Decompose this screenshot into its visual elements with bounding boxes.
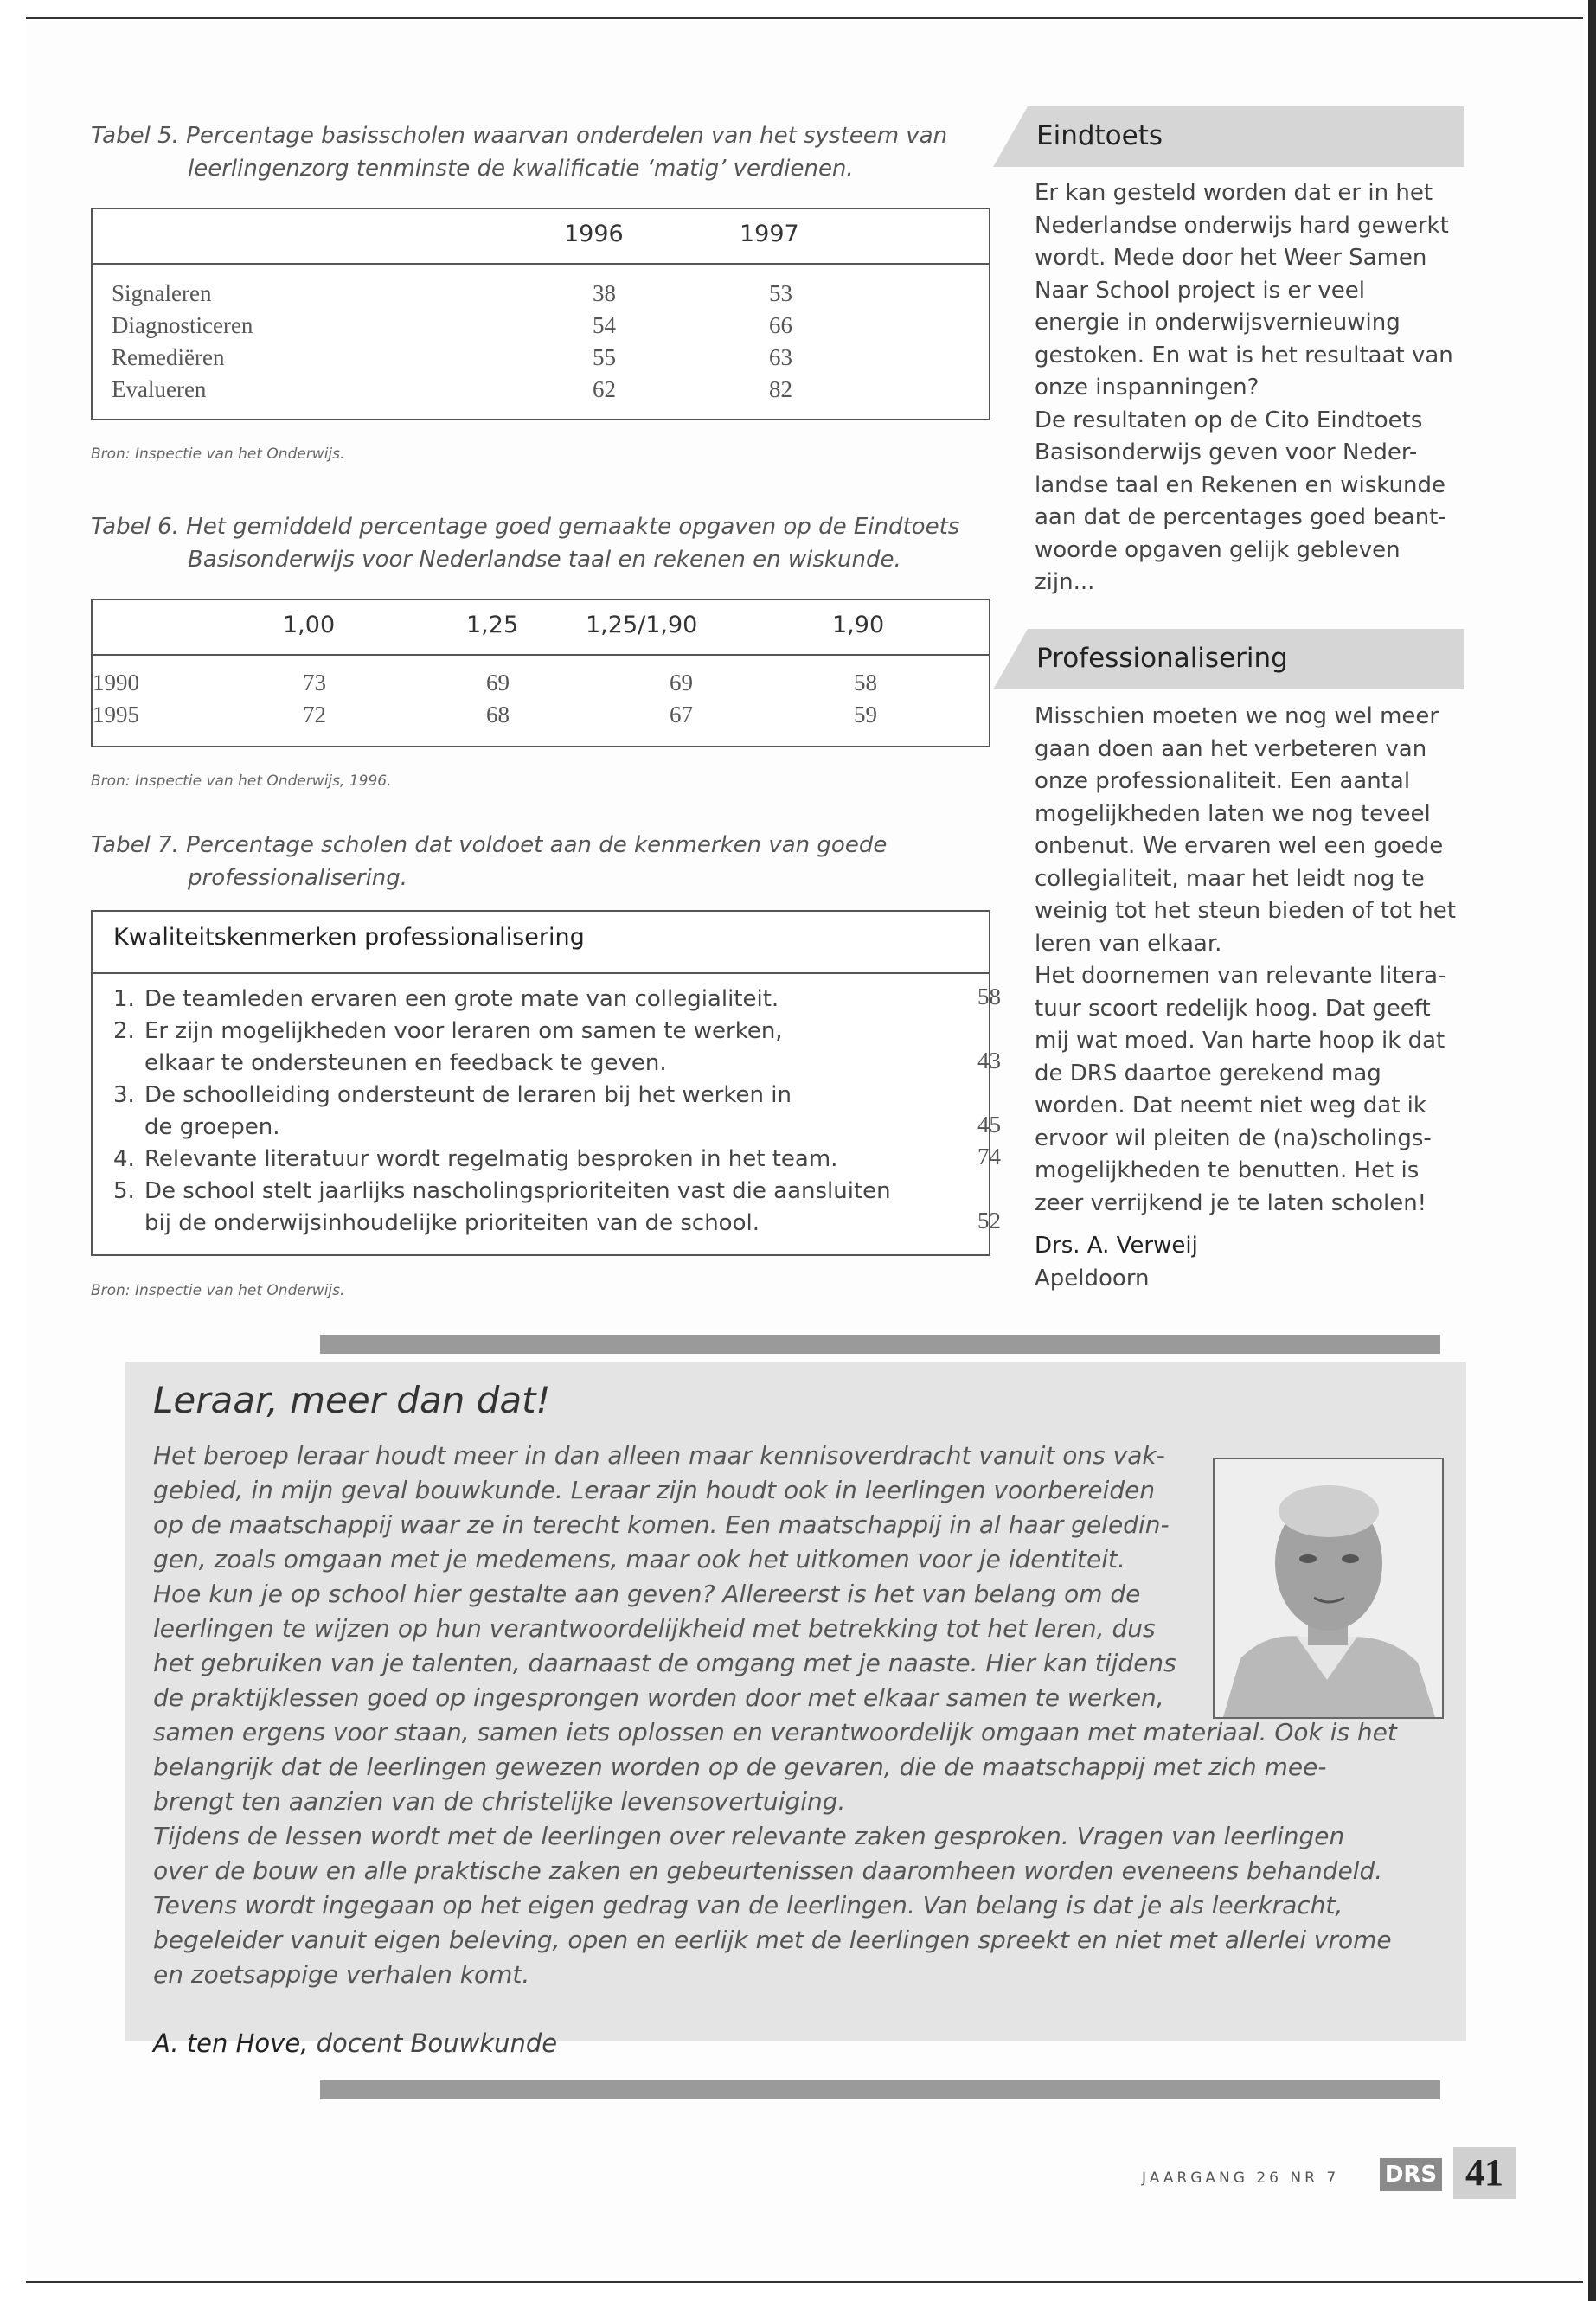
article-paragraph-1: Het beroep leraar houdt meer in dan alleen maar kennisoverdracht vanuit ons vak- gebied, in mijn geval bouwkunde. Leraar zijn houdt ook in leerlingen voorbereiden op de maatschappij waar ze in terecht komen. Een maatschappij in al haar geledin- gen, zoals omgaan met je medemens, maar ook het uitkomen voor je identiteit. Hoe kun je op school hier gestalte aan geven? Allereerst is het van belang om de leerlingen te wijzen op hun verantwoordelijkheid met betrekking tot het leren, dus het gebruiken van je talenten, daarnaast de omgang met je naaste. Hier kan tijdens de praktijklessen goed op ingesprongen worden door met elkaar samen te werken, samen ergens voor staan, samen iets oplossen en verantwoordelijk omgaan met materiaal. Ook is het belangrijk dat de leerlingen gewezen worden op de gevaren, die de maatschappij met zich mee- brengt ten aanzien van de christelijke levensovertuiging. (153, 1441, 1397, 1816)
table7-header: Kwaliteitskenmerken professionalisering (93, 912, 989, 974)
table7-source: Bron: Inspectie van het Onderwijs. (91, 1282, 345, 1299)
professionalisering-place: Apeldoorn (1035, 1265, 1150, 1292)
list-item: 1. De teamleden ervaren een grote mate van collegialiteit. (113, 986, 779, 1012)
list-item-value: 74 (977, 1144, 1001, 1170)
page-spine (1588, 0, 1596, 2301)
list-item: 3. De schoolleiding ondersteunt de leraren bij het werken in de groepen. (113, 1082, 792, 1140)
list-item: 4. Relevante literatuur wordt regelmatig besproken in het team. (113, 1146, 838, 1172)
table5-col-1997: 1997 (740, 221, 799, 247)
article-title: Leraar, meer dan dat! (153, 1379, 551, 1421)
page-number: 41 (1453, 2147, 1516, 2199)
table5-col-1996: 1996 (564, 221, 624, 247)
table6-header: 1,00 1,25 1,25/1,90 1,90 (93, 600, 989, 656)
article-signature (153, 2029, 557, 2058)
professionalisering-heading: Professionalisering (993, 629, 1464, 689)
box-bottom-bar (320, 2080, 1440, 2099)
eindtoets-text: Er kan gesteld worden dat er in het Nederlandse onderwijs hard gewerkt wordt. Mede door het Weer Samen Naar School project is er veel energie in onderwijsvernieuwing gestoken. En wat is het resultaat van onze inspanningen? De resultaten op de Cito Eindtoets Basisonderwijs geven voor Neder- landse taal en Rekenen en wiskunde aan dat de percentages goed beant- woorde opgaven gelijk gebleven zijn... (1035, 180, 1453, 595)
professionalisering-text: Misschien moeten we nog wel meer gaan doen aan het verbeteren van onze professionaliteit. Een aantal mogelijkheden laten we nog teveel onbenut. We ervaren wel een goede collegialiteit, maar het leidt nog te weinig tot het steun bieden of tot het leren van elkaar. Het doornemen van relevante litera- tuur scoort redelijk hoog. Dat geeft mij wat moed. Van harte hoop ik dat de DRS daartoe gerekend mag worden. Dat neemt niet weg dat ik ervoor wil pleiten de (na)scholings- mogelijkheden te benutten. Het is zeer verrijkend je te laten scholen! Drs. A. Verweij Apeldoorn (1035, 701, 1467, 1295)
table5-header (93, 209, 989, 265)
professionalisering-author: Drs. A. Verweij (1035, 1233, 1198, 1259)
list-item-value: 58 (977, 984, 1001, 1009)
article-paragraph-2: Tijdens de lessen wordt met de leerlingen over relevante zaken gesproken. Vragen van leerlingen over de bouw en alle praktische zaken en gebeurtenissen daaromheen worden eveneens behandeld. Tevens wordt ingegaan op het eigen gedrag van de leerlingen. Van belang is dat je als leerkracht, begeleider vanuit eigen beleving, open en eerlijk met de leerlingen spreekt en niet met allerlei vrome en zoetsappige verhalen komt. (153, 1822, 1392, 1989)
list-item-value: 43 (977, 1048, 1001, 1074)
table5-source: Bron: Inspectie van het Onderwijs. (91, 445, 345, 463)
table5: 1996 1997 Signaleren 38 53 Diagnosticeren 54 66 Remediëren 55 63 Evalueren 62 82 (91, 208, 990, 420)
list-item-value: 45 (977, 1112, 1001, 1138)
eindtoets-heading: Eindtoets (993, 106, 1464, 167)
table7 (91, 910, 1001, 1256)
table6: 1,00 1,25 1,25/1,90 1,90 1990 73 69 69 58 1995 72 68 67 59 (91, 599, 990, 747)
table6-caption: Tabel 6. Het gemiddeld percentage goed gemaakte opgaven op de Eindtoets Basisonderwijs voor Nederlandse taal en rekenen en wiskunde. (91, 514, 960, 573)
list-item-value: 52 (977, 1208, 1001, 1234)
drs-logo: DRS (1380, 2158, 1442, 2191)
footer-volume: JAARGANG 26 NR 7 (1142, 2170, 1340, 2187)
table7-caption: Tabel 7. Percentage scholen dat voldoet aan de kenmerken van goede professionalisering. (91, 832, 888, 891)
table5-caption: Tabel 5. Percentage basisscholen waarvan onderdelen van het systeem van leerlingenzorg tenminste de kwalificatie ‘matig’ verdienen. (91, 123, 948, 182)
article-author: A. ten Hove, (153, 2029, 309, 2058)
article-role: docent Bouwkunde (316, 2029, 558, 2058)
box-top-bar (320, 1335, 1440, 1354)
table6-source: Bron: Inspectie van het Onderwijs, 1996. (91, 772, 392, 790)
list-item: 5. De school stelt jaarlijks nascholingsprioriteiten vast die aansluiten bij de onderwijsinhoudelijke prioriteiten van de school. (113, 1178, 891, 1236)
list-item: 2. Er zijn mogelijkheden voor leraren om samen te werken, elkaar te ondersteunen en feedback te geven. (113, 1018, 783, 1076)
